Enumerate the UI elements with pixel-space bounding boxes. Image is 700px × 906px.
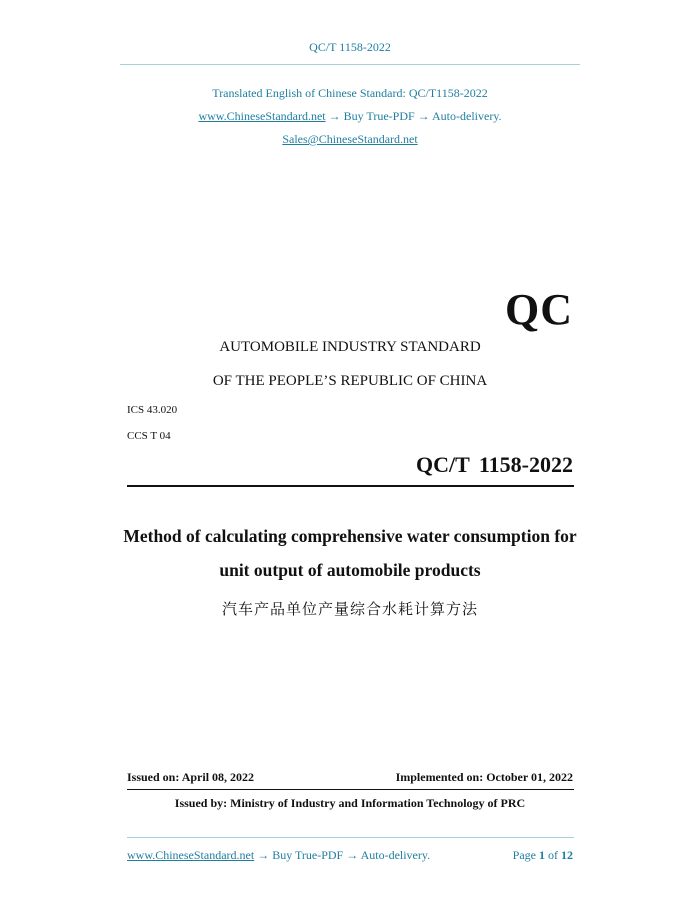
sales-email-link[interactable]: Sales@ChineseStandard.net: [282, 132, 418, 146]
authority-line-2: OF THE PEOPLE’S REPUBLIC OF CHINA: [212, 373, 488, 389]
footer-purchase-line: [127, 848, 430, 863]
header-divider: [120, 64, 580, 65]
translation-notice: Translated English of Chinese Standard: QC/T1158-2022: [212, 86, 488, 100]
purchase-line: [0, 109, 700, 124]
implemented-date: Implemented on: October 01, 2022: [395, 770, 573, 784]
header-standard-code: QC/T 1158-2022: [309, 40, 391, 54]
title-line-1: Method of calculating comprehensive water consumption for: [123, 526, 577, 546]
page-indicator: [513, 848, 573, 863]
footer-divider: [127, 837, 574, 838]
footer-buy-text: → Buy True-PDF → Auto-delivery.: [254, 848, 431, 862]
title-line-2: unit output of automobile products: [219, 560, 481, 580]
title-divider: [127, 485, 574, 487]
page-label: Page: [512, 848, 539, 862]
ics-code: ICS 43.020: [127, 404, 178, 416]
sales-line: [0, 132, 700, 147]
page-current: 1: [539, 848, 545, 862]
page-of: of: [545, 848, 561, 862]
chinese-title: 汽车产品单位产量综合水耗计算方法: [221, 600, 478, 618]
ccs-code: CCS T 04: [127, 430, 171, 442]
issued-date: Issued on: April 08, 2022: [127, 770, 255, 784]
issuer-divider: [127, 789, 574, 790]
issuing-authority: Issued by: Ministry of Industry and Information Technology of PRC: [174, 796, 526, 810]
footer-site-link[interactable]: www.ChineseStandard.net: [127, 848, 255, 862]
site-link[interactable]: www.ChineseStandard.net: [198, 109, 326, 123]
standard-number: QC/T 1158-2022: [415, 452, 573, 477]
buy-text: → Buy True-PDF → Auto-delivery.: [325, 109, 502, 123]
page-total: 12: [561, 848, 573, 862]
qc-logo: QC: [505, 285, 573, 334]
authority-line-1: AUTOMOBILE INDUSTRY STANDARD: [219, 339, 481, 355]
